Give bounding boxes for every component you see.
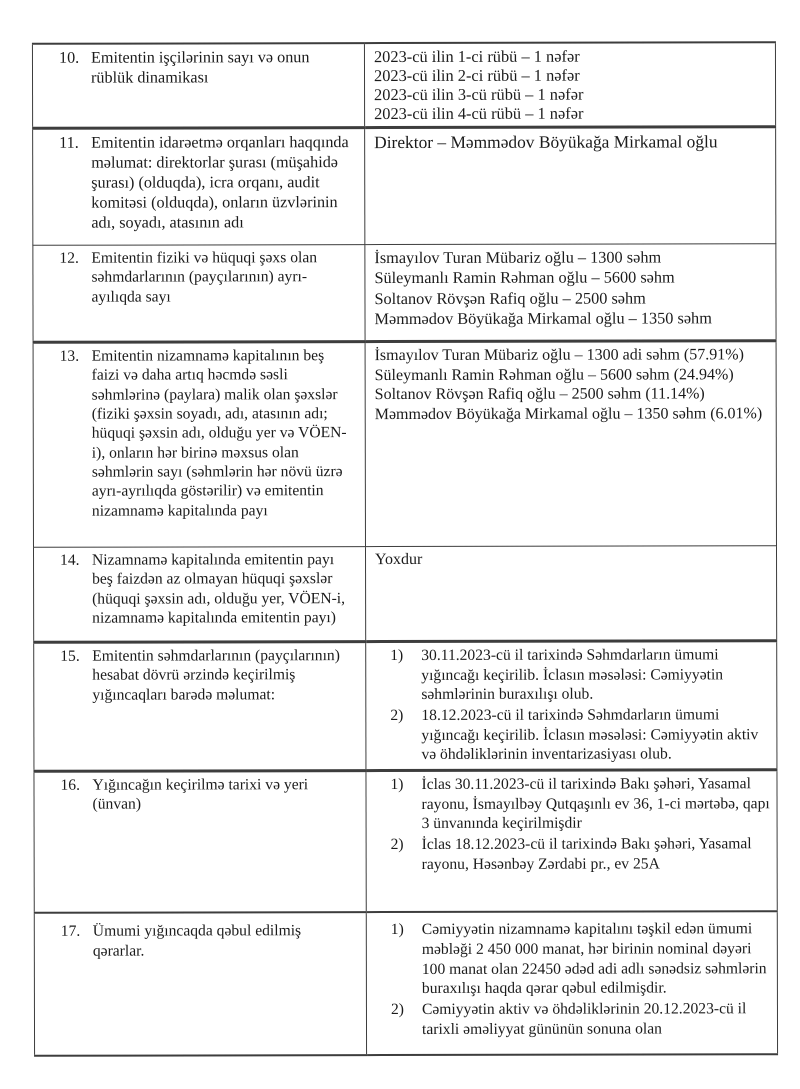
item-cell xyxy=(33,128,365,246)
item-label: Emitentin fiziki və hüquqi şəxs olan səhmdarlarının (payçılarının) ayrı-ayılıqda sayı xyxy=(91,249,318,306)
table-row xyxy=(33,127,776,246)
value-cell xyxy=(365,244,776,342)
item-number: 13. xyxy=(59,347,80,365)
value-line: 2023-cü ilin 1-ci rübü – 1 nəfər xyxy=(373,46,580,67)
value-line: İsmayılov Turan Mübariz oğlu – 1300 adi səhm (57.91%) xyxy=(374,346,744,365)
value-line: Məmmədov Böyükağa Mirkamal oğlu – 1350 səhm xyxy=(374,308,712,328)
item xyxy=(60,646,351,705)
value-cell xyxy=(366,912,777,1056)
list-marker: 1) xyxy=(390,775,404,793)
item xyxy=(59,132,350,233)
list-marker: 2) xyxy=(390,835,404,853)
item-cell xyxy=(33,547,365,643)
list-marker: 2) xyxy=(390,1001,404,1019)
table-row xyxy=(33,546,776,643)
value-cell xyxy=(365,127,776,245)
table-row xyxy=(33,341,776,548)
item-cell xyxy=(33,245,365,343)
item-cell xyxy=(34,642,366,772)
item xyxy=(60,346,351,521)
value-line: 2023-cü ilin 4-cü rübü – 1 nəfər xyxy=(374,103,584,124)
item-label: Emitentin nizamnamə kapitalının beş faizi və daha artıq həcmdə səsli səhmlərinə (paylara) malik olan şəxslər (fiziki şəxsin soyadı, adı, atasının adı; hüquqi şəxsin adı, olduğu yer və VÖEN-i), onların hər birinə məxsus olan səhmlərin sayı (səhmlərin hər növü üzrə ayrı-ayrılıqda göstərilir) və emitentin nizamnamə kapitalında payı xyxy=(91,347,347,520)
list-text: 18.12.2023-cü il tarixində Səhmdarların ümumi yığıncağı keçirilib. İclasın məsələsi: Cəmiyyətin aktiv və öhdəliklərinin inventarizasiyası olub. xyxy=(421,706,759,764)
item-label: Yığıncağın keçirilmə tarixi və yeri (ünvan) xyxy=(92,776,309,813)
item xyxy=(59,248,350,307)
value-cell xyxy=(365,546,776,642)
item-number: 16. xyxy=(60,776,81,794)
table-row xyxy=(34,912,777,1057)
item-cell xyxy=(32,43,364,128)
list-text: 30.11.2023-cü il tarixində Səhmdarların ümumi yığıncağı keçirilib. İclasın məsələsi: Cəmiyyətin səhmlərinin buraxılışı olub. xyxy=(421,646,724,704)
item-number: 14. xyxy=(60,551,80,569)
item-number: 15. xyxy=(60,647,80,665)
value-line: Yoxdur xyxy=(375,551,423,569)
item-cell xyxy=(34,913,366,1057)
table-row xyxy=(34,770,777,914)
value-cell xyxy=(366,641,777,771)
table-row xyxy=(34,641,777,771)
list-item xyxy=(391,834,771,874)
item-number: 12. xyxy=(59,249,79,267)
value-line: Soltanov Rövşən Rafiq oğlu – 2500 səhm (11.14%) xyxy=(374,385,705,404)
item-label: Nizamnamə kapitalında emitentin payı beş faizdən az olmayan hüquqi şəxslər (hüquqi şəxsin adı, olduğu yer, VÖEN-i, nizamnamə kapitalında emitentin payı) xyxy=(92,551,346,627)
value-line: Məmmədov Böyükağa Mirkamal oğlu – 1350 səhm (6.01%) xyxy=(374,404,763,423)
value-line: 2023-cü ilin 2-ci rübü – 1 nəfər xyxy=(373,65,580,86)
list-marker: 1) xyxy=(390,921,404,939)
item-cell xyxy=(33,342,365,548)
value-line: Direktor – Məmmədov Böyükağa Mirkamal oğlu xyxy=(374,131,718,153)
list-item xyxy=(390,645,770,705)
list-item xyxy=(390,774,770,834)
item-cell xyxy=(34,771,366,914)
item-label: Ümumi yığıncaqda qəbul edilmiş qərarlar. xyxy=(92,922,302,960)
table-row xyxy=(33,244,776,343)
item-number: 10. xyxy=(58,48,80,67)
list-text: Cəmiyyətin aktiv və öhdəliklərinin 20.12.2023-cü il tarixli əməliyyat gününün sonuna olan xyxy=(421,1000,747,1038)
item-number: 17. xyxy=(60,923,81,941)
item xyxy=(61,922,352,961)
list-text: Cəmiyyətin nizamnamə kapitalını təşkil edən ümumi məbləği 2 450 000 manat, hər birinin nominal dəyəri 100 manat olan 22450 ədəd adi adlı sənədsiz səhmlərin buraxılışı haqda qərar qəbul edilmişdir. xyxy=(421,920,767,998)
item-number: 11. xyxy=(59,133,79,152)
document-page xyxy=(33,42,776,1056)
list-marker: 2) xyxy=(390,707,404,725)
list-item xyxy=(391,920,771,999)
report-table xyxy=(32,41,778,1057)
item-label: Emitentin səhmdarlarının (payçılarının) hesabat dövrü ərzində keçirilmiş yığıncaqları barədə məlumat: xyxy=(92,647,340,704)
item xyxy=(59,47,350,88)
item-label: Emitentin idarəetmə orqanları haqqında məlumat: direktorlar şurası (müşahidə şurası) (olduqda), icra orqanı, audit komitəsi (olduqda), onların üzvlərinin adı, soyadı, atasının adı xyxy=(91,133,349,233)
value-line: 2023-cü ilin 3-cü rübü – 1 nəfər xyxy=(374,84,584,105)
list-item xyxy=(390,705,770,765)
table-body xyxy=(32,42,777,1056)
list-item xyxy=(391,999,771,1039)
value-cell xyxy=(366,770,777,913)
value-line: Süleymanlı Ramin Rəhman oğlu – 5600 səhm (24.94%) xyxy=(374,365,734,384)
item-label: Emitentin işçilərinin sayı və onun rüblük dinamikası xyxy=(90,48,310,87)
list-text: İclas 18.12.2023-cü il tarixində Bakı şəhəri, Yasamal rayonu, Həsənbəy Zərdabi pr., ev 25A xyxy=(421,835,752,873)
value-cell xyxy=(364,42,775,127)
table-row xyxy=(32,42,775,128)
value-line: Süleymanlı Ramin Rəhman oğlu – 5600 səhm xyxy=(374,267,675,288)
value-line: Soltanov Rövşən Rafiq oğlu – 2500 səhm xyxy=(374,288,646,308)
item xyxy=(60,550,351,628)
list-marker: 1) xyxy=(390,647,404,665)
item xyxy=(60,775,351,814)
list-text: İclas 30.11.2023-cü il tarixində Bakı şəhəri, Yasamal rayonu, İsmayılbəy Qutqaşınlı ev 36, 1-ci mərtəbə, qapı 3 ünvanında keçirilmişdir xyxy=(421,775,770,833)
value-cell xyxy=(365,341,776,547)
value-line: İsmayılov Turan Mübariz oğlu – 1300 səhm xyxy=(374,247,662,268)
